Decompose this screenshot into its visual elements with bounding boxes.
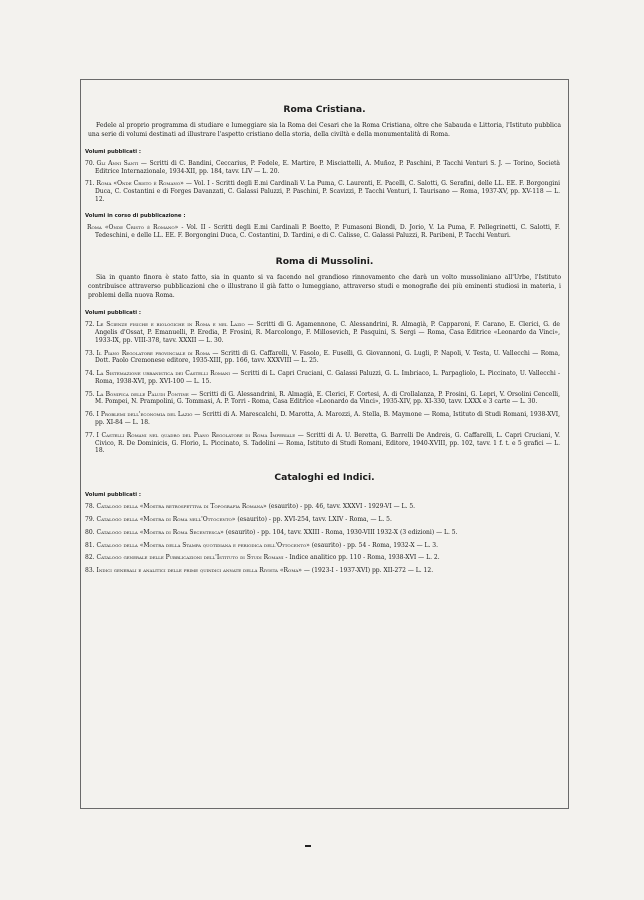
section-intro: Sia in quanto finora è stato fatto, sia in quanto si va facendo nel grandioso rinnovamento che darà un volto mussoliniano all'Urbe, l'Istituto contribuisce attraverso pubblicazioni che o illustrano il già fatto o lumeggiano, attraverso studi e monografie dei più eminenti studiosi in materia, i problemi della nuova Roma. [88,274,561,300]
section-intro: Fedele al proprio programma di studiare e lumeggiare sia la Roma dei Cesari che la Roma Cristiana, oltre che Sabauda e Littoria, l'Istituto pubblica una serie di volumi destinati ad illustrare l'aspetto cristiano della storia, della civiltà e della monumentalità di Roma. [88,122,561,138]
list-item: 73. Il Piano Regolatore provinciale di Roma — Scritti di G. Caffarelli, V. Fasolo, E. Fuselli, G. Giovannoni, G. Lugli, P. Napoli, V. Testa, U. Vallecchi — Roma, Dott. Paolo Cremonese editore, 1935-XIII, pp. 166, tavv. XXXVIII — L. 25. [85,349,560,365]
list-item: 77. I Castelli Romani nel quadro del Piano Regolatore di Roma Imperiale — Scritti di A. U. Beretta, G. Barrelli De Andreis, G. Caffarelli, L. Capri Cruciani, V. Civico, R. De Dominicis, G. Florio, L. Piccinato, S. Tadolini — Roma, Istituto di Studi Romani, Editore, 1940-XVIII, pp. 102, tavv. 1 f. t. e 5 grafici — L. 18. [85,431,560,455]
section-roma-di-mussolini [85,256,564,455]
section-roma-cristiana [85,104,564,239]
section-cataloghi-ed-indici [85,472,564,575]
list-item: 81. Catalogo della «Mostra della Stampa quotidiana e periodica dell'Ottocento» (esaurito) - pp. 54 - Roma, 1932-X — L. 3. [85,541,439,549]
list-item: 74. La Sistemazione urbanistica dei Castelli Romani — Scritti di L. Capri Cruciani, C. Galassi Paluzzi, G. L. Imbriaco, L. Parpagliolo, L. Piccinato, U. Vallecchi - Roma, 1938-XVI, pp. XVI-100 — L. 15. [85,370,560,385]
list-item: 71. Roma «Onde Cristo è Romano» — Vol. I - Scritti degli E.mi Cardinali V. La Puma, C. Laurenti, E. Pacelli, C. Salotti, G. Serafini, delle LL. EE. F. Borgongini Duca, C. Costantini e di Forges Davanzati, C. Galassi Paluzzi, P. Paschini, P. Scavizzi, P. Tacchi Venturi, I. Taurisano — Roma, 1937-XV, pp. XV-118 — L. 12. [85,180,561,203]
list-item: 83. Indici generali e analitici delle prime quindici annate della Rivista «Roma» — (1923-I - 1937-XVI) pp. XII-272 — L. 12. [85,567,434,575]
list-item: 79. Catalogo della «Mostra di Roma nell'Ottocento» (esaurito) - pp. XVI-254, tavv. LXIV - Roma, — L. 5. [85,516,392,524]
group-label: Volumi pubblicati : [85,148,142,155]
footer-mark [305,845,311,847]
list-item: 80. Catalogo della «Mostra di Roma Secentesca» (esaurito) - pp. 104, tavv. XXIII - Roma, 1930-VIII 1932-X (3 edizioni) — L. 5. [85,528,458,536]
list-item: Roma «Onde Cristo è Romano» - Vol. II - Scritti degli E.mi Cardinali P. Boetto, P. Fumasoni Biondi, D. Jorio, V. La Puma, F. Pellegrinetti, C. Salotti, F. Tedeschini, e delle LL. EE. F. Borgongini Duca, C. Costantini, D. Tardini, e di C. Calisse, C. Galassi Paluzzi, R. Paribeni, P. Tacchi Venturi. [87,223,560,239]
list-item: 78. Catalogo della «Mostra retrospettiva di Topografia Romana» (esaurito) - pp. 46, tavv. XXXVI - 1929-VI — L. 5. [85,503,416,511]
section-title: Cataloghi ed Indici. [274,472,375,484]
list-item: 72. Le Scienze fisiche e biologiche in Roma e nel Lazio — Scritti di G. Agamennone, C. Alessandrini, R. Almagià, P. Capparoni, F. Carano, E. Clerici, G. de Angelis d'Ossat, P. Emanuelli, P. Eredia, P. Frosini, R. Marcolongo, F. Millosevich, P. Pasquini, S. Sergi — Roma, Casa Editrice «Leonardo da Vinci», 1933-IX, pp. VIII-378, tavv. XXXII — L. 30. [85,321,560,344]
section-title: Roma di Mussolini. [275,256,374,268]
list-item: 82. Catalogo generale delle Pubblicazioni dell'Istituto di Studi Romani - Indice analitico pp. 110 - Roma, 1938-XVI — L. 2. [85,554,440,562]
section-title: Roma Cristiana. [283,104,366,115]
group-label: Volumi pubblicati : [85,492,142,499]
page-content [85,104,564,575]
group-label: Volumi in corso di pubblicazione : [85,212,186,219]
group-label: Volumi pubblicati : [85,310,142,317]
list-item: 75. La Bonifica delle Paludi Pontine — Scritti di G. Alessandrini, R. Almagià, E. Clerici, F. Cortesi, A. di Crollalanza, P. Frosini, G. Lepri, V. Orsolini Cencelli, M. Pompei, N. Prampolini, G. Tommasi, A. P. Torri - Roma, Casa Editrice «Leonardo da Vinci», 1935-XIV, pp. XI-330, tavv. LXXX e 3 carte — L. 30. [85,390,560,406]
list-item: 70. Gli Anni Santi — Scritti di C. Bandini, Ceccarius, P. Fedele, E. Martire, P. Misciattelli, A. Muñoz, P. Paschini, P. Tacchi Venturi S. J. — Torino, Società Editrice Internazionale, 1934-XII, pp. 184, tavv. LIV — L. 20. [85,159,560,175]
list-item: 76. I Problemi dell'economia del Lazio — Scritti di A. Marescalchi, D. Marotta, A. Marozzi, A. Stella, B. Maymone — Roma, Istituto di Studi Romani, 1938-XVI, pp. XI-84 — L. 18. [85,411,560,427]
